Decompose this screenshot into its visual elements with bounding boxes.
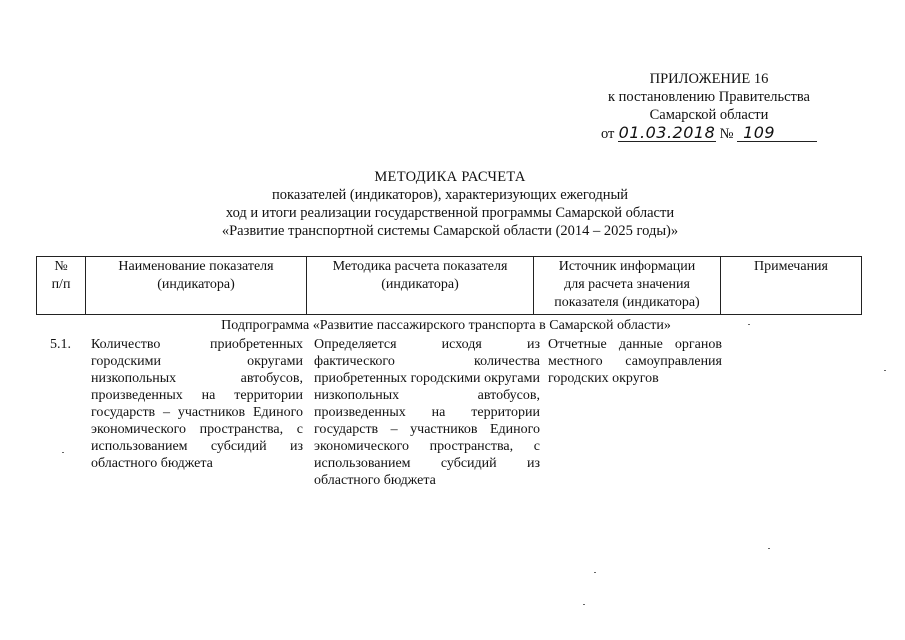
row-calculation-method: Определяется исходя из фактического количества приобретенных городскими округами низкопольных автобусов, произведенных на территории государств – участников Единого экономического пространства, с использованием субсидий из областного бюджета	[314, 337, 540, 488]
heading-line-1: показателей (индикаторов), характеризующих ежегодный	[272, 187, 628, 203]
scan-speck	[748, 324, 750, 325]
appendix-line-1: к постановлению Правительства	[608, 89, 810, 105]
subprogram-title: Подпрограмма «Развитие пассажирского транспорта в Самарской области»	[221, 318, 671, 333]
header-source-line: Источник информации	[558, 259, 696, 274]
header-row	[37, 257, 862, 315]
header-name-line: Наименование показателя	[118, 259, 274, 274]
header-num-line: №	[54, 259, 68, 274]
row-information-source: Отчетные данные органов местного самоуправления городских округов	[548, 337, 722, 386]
header-num	[37, 257, 86, 315]
methodology-heading	[170, 168, 730, 240]
heading-line-2: ход и итоги реализации государственной программы Самарской области	[225, 205, 675, 221]
date-prefix: от	[600, 126, 615, 142]
row-indicator-name: Количество приобретенных городскими округами низкопольных автобусов, произведенных на территории государств – участников Единого экономического пространства, с использованием субсидий из областного бюджета	[91, 337, 303, 471]
header-name-line: (индикатора)	[157, 277, 235, 292]
handwritten-number: 109	[737, 125, 817, 142]
header-source-line: показателя (индикатора)	[554, 295, 700, 310]
heading-title: МЕТОДИКА РАСЧЕТА	[374, 169, 526, 185]
header-notes	[721, 257, 862, 315]
row-number: 5.1.	[50, 337, 71, 352]
appendix-date-line	[589, 125, 829, 143]
header-method-line: (индикатора)	[381, 277, 459, 292]
header-table	[36, 256, 862, 315]
scan-speck	[62, 452, 64, 453]
header-method	[307, 257, 534, 315]
header-source-line: для расчета значения	[564, 277, 690, 292]
header-name	[86, 257, 307, 315]
heading-line-3: «Развитие транспортной системы Самарской области (2014 – 2025 годы)»	[221, 223, 679, 239]
header-notes-line: Примечания	[753, 259, 828, 274]
scan-speck	[583, 604, 585, 605]
header-method-line: Методика расчета показателя	[332, 259, 508, 274]
appendix-title: ПРИЛОЖЕНИЕ 16	[649, 71, 769, 87]
appendix-line-2: Самарской области	[649, 107, 769, 123]
handwritten-date: 01.03.2018	[618, 123, 716, 142]
table-row	[36, 334, 876, 494]
scan-speck	[594, 572, 596, 573]
number-prefix: №	[719, 126, 734, 142]
appendix-block	[589, 70, 829, 143]
header-num-line: п/п	[51, 277, 71, 292]
header-source	[534, 257, 721, 315]
scan-speck	[768, 548, 770, 549]
scan-speck	[884, 370, 886, 371]
table-body	[36, 317, 876, 494]
